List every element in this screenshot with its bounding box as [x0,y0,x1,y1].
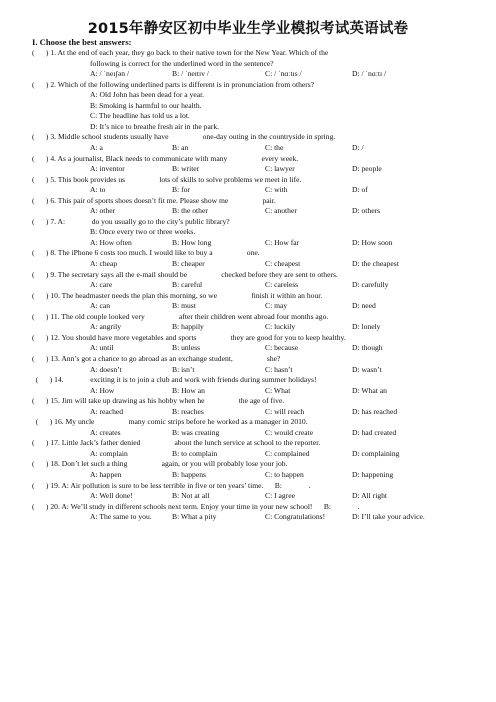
answer-option[interactable]: A: to [90,185,106,195]
question-stem: ( ) 17. Little Jack’s father denied about the lunch service at school to the reporter. [32,438,321,448]
answer-option[interactable]: D: I’ll take your advice. [352,512,425,522]
question-stem: ( ) 15. Jim will take up drawing as his hobby when he the age of five. [32,396,285,406]
answer-option[interactable]: B: How an [172,385,205,395]
answer-option[interactable]: A: The same to you. [90,512,152,522]
answer-option[interactable]: C: Congratulations! [265,512,326,522]
answer-option[interactable]: C: to happen [265,470,304,479]
answer-option[interactable]: B: / ˈneɪtɪv / [172,69,209,79]
answer-option[interactable]: A: reached [90,406,124,416]
answer-option[interactable]: C: the [265,142,284,152]
question-stem: ( ) 1. At the end of each year, they go back to their native town for the New Year. Which of the [32,48,329,57]
answer-option[interactable]: D: How soon [352,237,393,247]
answer-option[interactable]: D: had created [352,427,397,437]
answer-option[interactable]: D: though [352,343,383,353]
answer-option[interactable]: D: others [352,206,381,216]
answer-option[interactable]: B: writer [172,164,200,174]
question-stem: ( ) 18. Don’t let such a thing again, or you will probably lose your job. [32,459,288,469]
exam-title: 2015年静安区初中毕业生学业模拟考试英语试卷 [87,21,409,37]
answer-option[interactable]: C: luckily [265,322,296,332]
question-stem: ( ) 5. This book provides us lots of skills to solve problems we meet in life. [32,174,302,184]
answer-option[interactable]: B: was creating [172,427,220,437]
answer-option[interactable]: B: must [172,301,196,311]
question-stem: ( ) 19. A: Air pollution is sure to be less terrible in five or ten years’ time. B: . [32,480,311,490]
answer-option[interactable]: A: until [90,343,114,353]
answer-option[interactable]: A: / ˈneɪʃən / [90,69,130,79]
answer-option[interactable]: C: careless [265,280,299,290]
question-stem: ( ) 4. As a journalist, Black needs to communicate with many every week. [32,153,299,163]
answer-option[interactable]: C: How far [265,237,300,247]
answer-option[interactable]: A: creates [90,427,121,437]
answer-option[interactable]: D: What an [352,385,387,395]
question-stem: ( ) 2. Which of the following underlined parts is different is in pronunciation from others? [32,79,315,89]
answer-option[interactable]: B: happily [172,322,204,332]
question-continuation: B: Once every two or three weeks. [90,227,196,237]
question-stem: ( ) 11. The old couple looked very after their children went abroad four months ago. [32,311,329,321]
question-stem: ( ) 20. A: We’ll study in different schools next term. Enjoy your time in your new school! B: . [32,501,360,511]
question-stem: ( ) 16. My uncle many comic strips before he worked as a manager in 2010. [32,417,308,427]
answer-option[interactable]: D: people [352,164,382,174]
answer-option[interactable]: D: of [352,185,368,195]
answer-option[interactable]: C: would create [265,427,314,437]
answer-option[interactable]: A: angrily [90,322,122,332]
answer-option[interactable]: B: reaches [172,406,204,416]
answer-option[interactable]: D: lonely [352,322,381,332]
answer-option[interactable]: B: What a pity [172,512,217,522]
answer-option[interactable]: B: How long [172,237,212,247]
answer-option[interactable]: C: may [265,301,288,311]
question-stem: ( ) 9. The secretary says all the e-mail should be checked before they are sent to others. [32,269,338,279]
answer-option[interactable]: C: lawyer [265,164,295,174]
answer-option: A: Old John has been dead for a year. [90,90,205,100]
answer-option[interactable]: D: complaining [352,448,400,458]
answer-option[interactable]: B: cheaper [172,259,205,268]
answer-option[interactable]: A: How [90,385,115,395]
answer-option[interactable]: B: isn’t [172,364,195,374]
answer-option[interactable]: C: with [265,185,288,195]
answer-option[interactable]: A: inventor [90,164,125,174]
answer-option[interactable]: A: a [90,142,103,152]
question-stem: ( ) 13. Ann’s got a chance to go abroad as an exchange student, she? [32,353,281,363]
answer-option[interactable]: B: Not at all [172,491,210,501]
question-stem: ( ) 10. The headmaster needs the plan this morning, so we finish it within an hour. [32,290,323,300]
answer-option[interactable]: B: unless [172,343,201,353]
answer-option[interactable]: A: happen [90,470,122,479]
answer-option[interactable]: C: will reach [265,406,305,416]
answer-option[interactable]: C: What [265,385,291,395]
answer-option[interactable]: B: careful [172,280,203,290]
answer-option[interactable]: D: has reached [352,406,398,416]
answer-option[interactable]: C: I agree [265,491,295,501]
answer-option[interactable]: B: happens [172,470,206,479]
answer-option[interactable]: D: happening [352,470,394,479]
answer-option[interactable]: A: cheap [90,259,118,268]
answer-option: C: The headline has told us a lot. [90,111,190,121]
answer-option[interactable]: A: can [90,301,111,311]
answer-option[interactable]: A: complain [90,448,128,458]
answer-option[interactable]: C: hasn’t [265,364,293,374]
answer-option[interactable]: A: other [90,206,116,216]
answer-option[interactable]: C: cheapest [265,259,301,268]
question-stem: ( ) 8. The iPhone 6 costs too much. I would like to buy a one. [32,248,260,258]
answer-option[interactable]: D: / [352,142,364,152]
answer-option[interactable]: B: an [172,142,189,152]
answer-option[interactable]: B: for [172,185,190,195]
question-stem: ( ) 14. exciting it is to join a club and work with friends during summer holidays! [32,375,317,385]
answer-option: D: It’s nice to breathe fresh air in the park. [90,121,220,131]
section-heading: I. Choose the best answers: [32,37,132,47]
question-stem: ( ) 3. Middle school students usually have one-day outing in the countryside in spring. [32,132,336,142]
answer-option[interactable]: A: Well done! [90,491,133,501]
question-stem: ( ) 7. A: do you usually go to the city’s public library? [32,216,230,226]
answer-option[interactable]: B: to complain [172,448,218,458]
answer-option[interactable]: C: / ˈnɑːtɪs / [265,69,302,79]
answer-option[interactable]: D: the cheapest [352,259,399,268]
answer-option[interactable]: C: complained [265,448,310,458]
answer-option[interactable]: A: How often [90,237,132,247]
answer-option[interactable]: C: because [265,343,299,353]
question-stem: ( ) 12. You should have more vegetables and sports they are good for you to keep healthy. [32,332,346,342]
answer-option: B: Smoking is harmful to our health. [90,100,202,110]
answer-option[interactable]: D: / ˈnɑːtɪ / [352,69,387,79]
answer-option[interactable]: D: All right [352,491,388,501]
answer-option[interactable]: A: care [90,280,113,290]
answer-option[interactable]: D: wasn’t [352,364,382,374]
question-continuation: following is correct for the underlined word in the sentence? [90,58,274,68]
answer-option[interactable]: C: another [265,206,297,216]
question-stem: ( ) 6. This pair of sports shoes doesn’t fit me. Please show me pair. [32,195,276,205]
answer-option[interactable]: B: the other [172,206,208,216]
answer-option[interactable]: D: carefully [352,280,389,290]
answer-option[interactable]: D: need [352,301,376,311]
answer-option[interactable]: A: doesn’t [90,364,122,374]
